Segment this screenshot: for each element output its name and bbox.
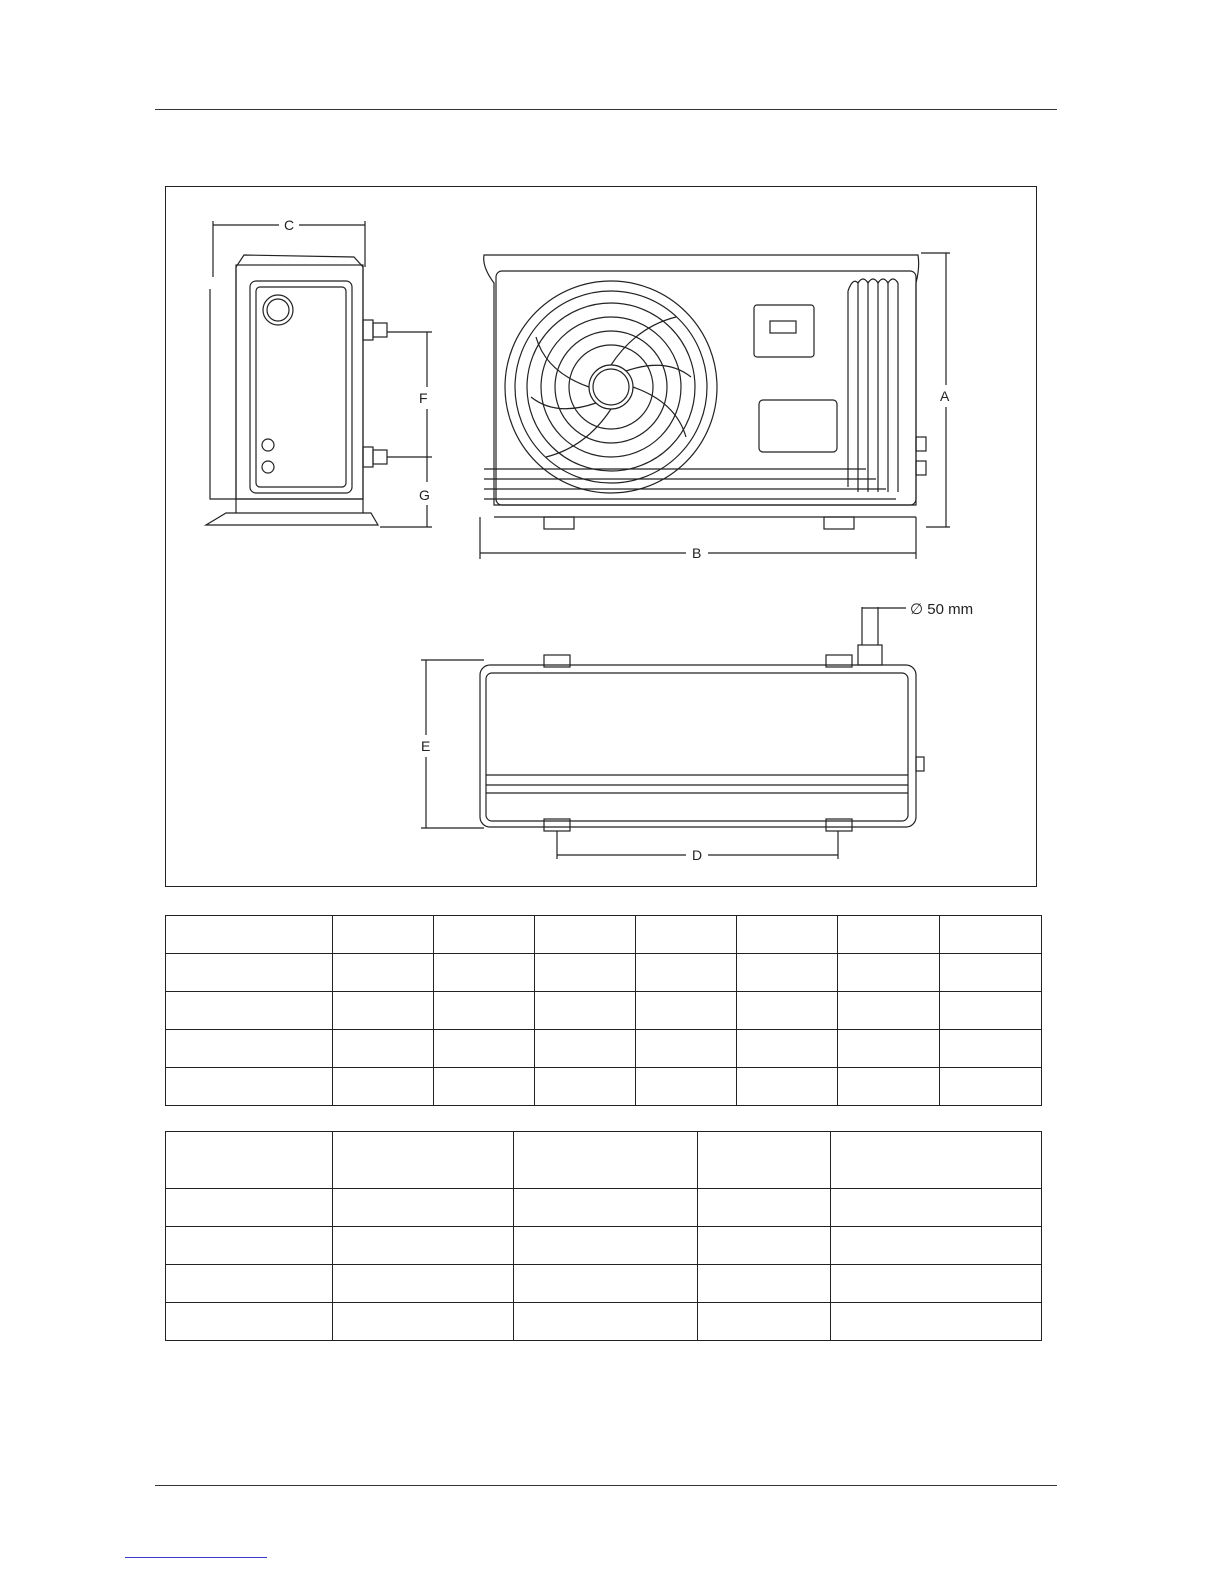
table-cell (333, 916, 434, 954)
dim-label-b: B (692, 545, 702, 561)
front-view (480, 253, 950, 559)
table-row (166, 1030, 1042, 1068)
table-cell (166, 1227, 333, 1265)
table-cell (514, 1227, 698, 1265)
table-cell (636, 954, 737, 992)
top-view (421, 607, 924, 859)
dim-label-e: E (421, 738, 431, 754)
table-cell (333, 1265, 514, 1303)
table-cell (838, 1030, 940, 1068)
table-cell (698, 1189, 831, 1227)
table-cell (831, 1132, 1042, 1189)
table-cell (166, 1030, 333, 1068)
table-cell (434, 1030, 535, 1068)
table-cell (333, 992, 434, 1030)
table-cell (166, 1189, 333, 1227)
table-cell (434, 916, 535, 954)
table-cell (838, 992, 940, 1030)
table-cell (333, 1189, 514, 1227)
table-cell (535, 1068, 636, 1106)
table-cell (698, 1132, 831, 1189)
table-cell (535, 992, 636, 1030)
table-cell (434, 1068, 535, 1106)
table-cell (166, 1303, 333, 1341)
table-cell (737, 1068, 838, 1106)
pipe-diameter-label: ∅ 50 mm (910, 601, 974, 618)
table-cell (514, 1265, 698, 1303)
connections-table (165, 1131, 1042, 1341)
table-cell (831, 1227, 1042, 1265)
table-cell (333, 1132, 514, 1189)
table-cell (166, 1265, 333, 1303)
table-cell (514, 1189, 698, 1227)
table-cell (333, 1068, 434, 1106)
table-row (166, 1227, 1042, 1265)
table-cell (831, 1265, 1042, 1303)
side-view (206, 221, 432, 527)
table-cell (838, 1068, 940, 1106)
table-cell (166, 1132, 333, 1189)
table-cell (166, 954, 333, 992)
table-cell (166, 1068, 333, 1106)
table-cell (636, 1068, 737, 1106)
table-row (166, 954, 1042, 992)
table-cell (940, 992, 1042, 1030)
table-cell (636, 1030, 737, 1068)
table-cell (737, 992, 838, 1030)
dim-label-c: C (284, 217, 295, 233)
table-cell (838, 954, 940, 992)
table-cell (333, 954, 434, 992)
table-cell (636, 992, 737, 1030)
table-row (166, 1189, 1042, 1227)
table-row (166, 992, 1042, 1030)
dim-label-d: D (692, 847, 703, 863)
header-rule (155, 109, 1057, 110)
table-cell (838, 916, 940, 954)
table-cell (698, 1303, 831, 1341)
dimensions-table (165, 915, 1042, 1106)
table-cell (166, 916, 333, 954)
footnote-link-underline (125, 1557, 267, 1558)
table-cell (514, 1132, 698, 1189)
footer-rule (155, 1485, 1057, 1486)
table-row (166, 1265, 1042, 1303)
table-cell (737, 954, 838, 992)
dim-label-g: G (419, 487, 430, 503)
table-cell (831, 1189, 1042, 1227)
table-row (166, 1303, 1042, 1341)
table-cell (434, 954, 535, 992)
table-cell (940, 916, 1042, 954)
heat-pump-drawing (166, 187, 1038, 888)
table-cell (535, 916, 636, 954)
table-row (166, 916, 1042, 954)
table-cell (940, 954, 1042, 992)
table-cell (940, 1068, 1042, 1106)
dim-label-f: F (419, 390, 428, 406)
table-row (166, 1132, 1042, 1189)
dim-label-a: A (940, 388, 950, 404)
table-cell (831, 1303, 1042, 1341)
table-cell (333, 1030, 434, 1068)
table-row (166, 1068, 1042, 1106)
table-cell (535, 954, 636, 992)
table-cell (434, 992, 535, 1030)
table-cell (636, 916, 737, 954)
table-cell (333, 1227, 514, 1265)
table-cell (737, 1030, 838, 1068)
table-cell (166, 992, 333, 1030)
table-cell (535, 1030, 636, 1068)
table-cell (737, 916, 838, 954)
table-cell (333, 1303, 514, 1341)
table-cell (940, 1030, 1042, 1068)
table-cell (514, 1303, 698, 1341)
table-cell (698, 1265, 831, 1303)
table-cell (698, 1227, 831, 1265)
dimension-figure (165, 186, 1037, 887)
